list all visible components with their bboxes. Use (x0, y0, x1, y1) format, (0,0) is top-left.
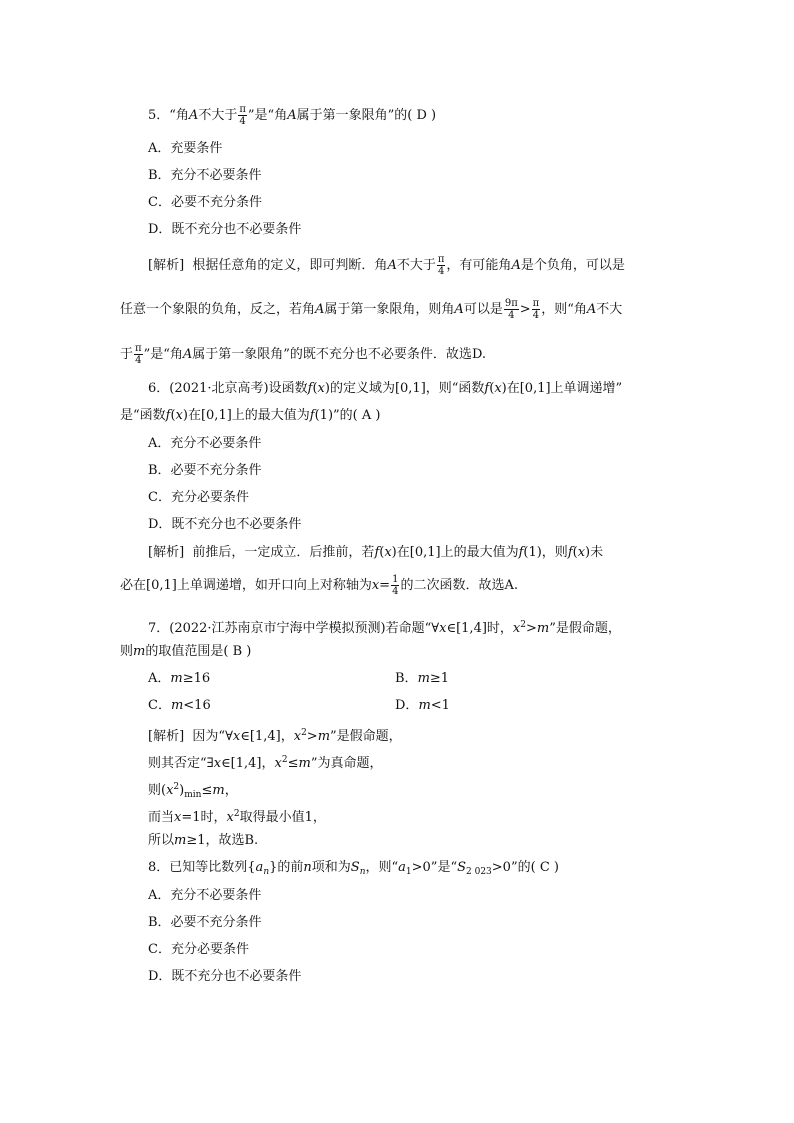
pi-over-4-fraction: $\frac{\pi}{4}$ (135, 343, 142, 366)
q5-answer: D (416, 108, 427, 123)
q8-option-c: C．充分必要条件 (148, 942, 249, 957)
q5-option-a: A．充要条件 (148, 141, 223, 156)
q7-explanation-line-3: 则$(x^2)_{min}\le m$， (148, 782, 238, 800)
q5-explanation-line-3: 于 $\frac{\pi}{4}$ ”是“角A属于第一象限角”的既不充分也不必要条件．故选D. (120, 343, 487, 366)
pi-over-4-fraction: $\frac{\pi}{4}$ (239, 104, 246, 127)
pi-over-4-fraction: $\frac{\pi}{4}$ (532, 298, 540, 321)
q7-stem-line-2: 则m的取值范围是( B ) (120, 644, 252, 659)
explanation-tag: [解析] (148, 258, 185, 273)
q8-option-d: D．既不充分也不必要条件 (148, 969, 302, 984)
q7-option-d: D．m<1 (395, 698, 450, 713)
explanation-tag: [解析] (148, 545, 185, 560)
q6-option-d: D．既不充分也不必要条件 (148, 517, 302, 532)
q8-option-b: B．必要不充分条件 (148, 915, 262, 930)
q6-option-a: A．充分不必要条件 (148, 436, 262, 451)
q7-option-a: A．m≥16 (148, 671, 211, 686)
q8-option-a: A．充分不必要条件 (148, 888, 262, 903)
q7-explanation-line-5: 所以m≥1，故选B. (148, 833, 259, 848)
q5-explanation-line-2: 任意一个象限的负角，反之，若角A属于第一象限角，则角A可以是 $\frac{9\pi}{4}$ > $\frac{\pi}{4}$ ，则“角A不大 (120, 298, 623, 321)
q6-option-b: B．必要不充分条件 (148, 463, 262, 478)
q6-explanation-line-2: 必在[0,1]上单调递增，如开口向上对称轴为x= $\frac{1}{4}$ 的二次函数．故选A. (120, 574, 518, 597)
pi-over-4-fraction: $\frac{\pi}{4}$ (437, 254, 445, 277)
q7-stem-line-1: 7．(2022·江苏南京市宁海中学模拟预测)若命题“∀x∈[1,4]时，$x^2>m$”是假命题， (148, 620, 621, 636)
q8-answer: C (539, 860, 550, 875)
q5-option-b: B．充分不必要条件 (148, 168, 262, 183)
q7-explanation-line-2: 则其否定“∃x∈[1,4]，$x^2\le m$”为真命题， (148, 755, 383, 771)
q7-option-b: B．m≥1 (395, 671, 450, 686)
q6-explanation-line-1: [解析] 前推后，一定成立．后推前，若f(x)在[0,1]上的最大值为f(1)，则f(x)未 (148, 545, 604, 560)
q7-answer: B (232, 644, 243, 659)
q5-explanation-line-1: [解析] 根据任意角的定义，即可判断．角A不大于 $\frac{\pi}{4}$ ，有可能角A是个负角，可以是 (148, 254, 625, 277)
q5-option-c: C．必要不充分条件 (148, 195, 262, 210)
q6-answer: A (361, 408, 372, 423)
q7-option-c: C．m<16 (148, 698, 211, 713)
q6-option-c: C．充分必要条件 (148, 490, 249, 505)
q6-stem-line-2: 是“函数f(x)在[0,1]上的最大值为f(1)”的( A ) (120, 408, 381, 423)
explanation-tag: [解析] (148, 729, 185, 744)
q7-explanation-line-1: [解析] 因为“∀x∈[1,4]，$x^2>m$”是假命题， (148, 728, 402, 744)
nine-pi-over-4-fraction: $\frac{9\pi}{4}$ (504, 298, 518, 321)
q5-option-d: D．既不充分也不必要条件 (148, 222, 302, 237)
q6-stem-line-1: 6．(2021·北京高考)设函数f(x)的定义域为[0,1]，则“函数f(x)在[0,1]上单调递增” (148, 381, 623, 396)
q5-stem: 5．“角A不大于 $\frac{\pi}{4}$ ”是“角A属于第一象限角”的( D ) (148, 104, 437, 127)
q7-explanation-line-4: 而当x=1时，$x^2$取得最小值1， (148, 809, 326, 825)
one-quarter-fraction: $\frac{1}{4}$ (392, 574, 399, 597)
q8-stem: 8．已知等比数列$\{a_n\}$的前n项和为$S_n$，则“$a_1>0$”是“$S_{2 023}>0$”的( C ) (148, 860, 559, 877)
